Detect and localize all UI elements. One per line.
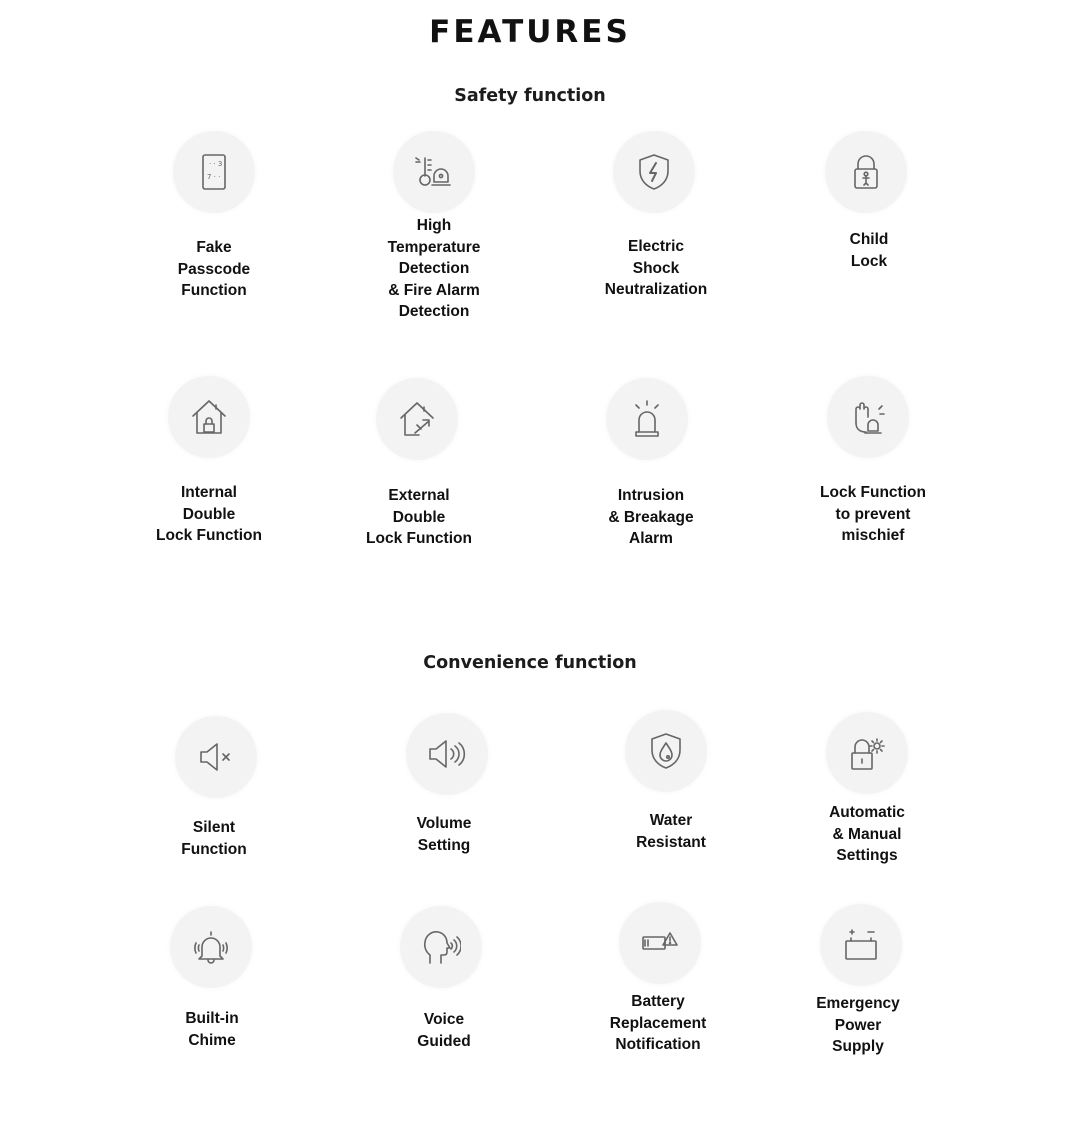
feature-label: Battery Replacement Notification [609,993,707,1053]
speaker-mute-icon [175,716,257,798]
feature-label: Lock Function to prevent mischief [820,484,926,544]
water-shield-icon [625,710,707,792]
shield-lightning-icon [613,131,695,213]
padlock-child-icon [825,131,907,213]
feature-label: Intrusion & Breakage Alarm [608,487,694,547]
feature-label: Emergency Power Supply [816,995,900,1055]
speaker-volume-icon [406,713,488,795]
siren-icon [606,378,688,460]
lock-gear-icon [826,712,908,794]
feature-label: Automatic & Manual Settings [829,804,905,864]
hand-alarm-icon [827,376,909,458]
feature-label: Voice Guided [417,1011,471,1050]
safety-section-heading: Safety function [454,86,606,106]
battery-warning-icon [619,902,701,984]
svg-text:7 · ·: 7 · · [207,173,221,181]
keypad-icon [173,131,255,213]
feature-label: Built-in Chime [185,1010,239,1049]
feature-label: Electric Shock Neutralization [604,238,708,298]
emergency-battery-icon [820,904,902,986]
feature-label: Water Resistant [636,812,706,851]
svg-text:· · 3: · · 3 [209,160,223,168]
voice-head-icon [400,906,482,988]
feature-label: Volume Setting [416,815,472,854]
feature-label: Internal Double Lock Function [156,484,262,544]
bell-icon [170,906,252,988]
feature-label: Fake Passcode Function [177,239,251,299]
feature-label: Child Lock [849,231,889,270]
feature-label: Silent Function [181,819,247,858]
convenience-section-heading: Convenience function [423,653,637,673]
feature-label: High Temperature Detection & Fire Alarm Detection [387,217,481,320]
page-title: FEATURES [429,14,631,50]
house-arrow-icon [376,378,458,460]
feature-label: External Double Lock Function [366,487,472,547]
house-lock-icon [168,376,250,458]
temperature-alarm-icon [393,131,475,213]
